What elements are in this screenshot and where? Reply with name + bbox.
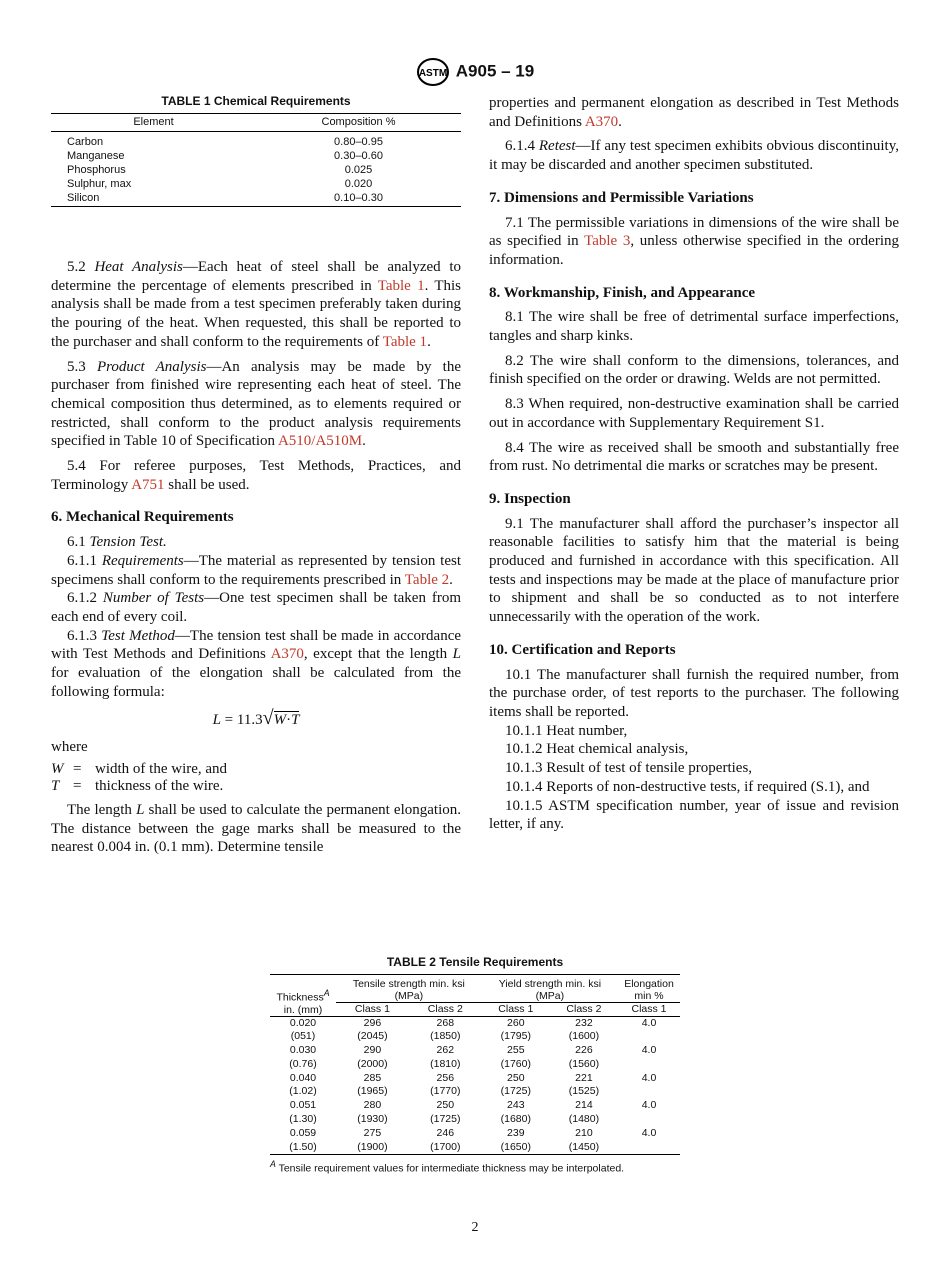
table2-link[interactable]: Table 2 [404,571,450,588]
table-cell: Phosphorus [67,164,126,176]
section-10-heading: 10. Certification and Reports [489,641,676,658]
paragraph-10-1: 10.1 The manufacturer shall furnish the required number, from the purchase order, of test reports to the purchaser. The following items shall be reported. [489,666,899,720]
paragraph-6-1-2: 6.1.2 Number of Tests—One test specimen shall be taken from each end of every coil. [51,590,462,625]
table1-caption: TABLE 1 Chemical Requirements [161,94,351,108]
paragraph-8-2: 8.2 The wire shall conform to the dimensions, tolerances, and finish specified on the order or drawing. Welds are not permitted. [489,352,899,388]
table-cell: 0.80–0.95 [334,136,383,148]
table-cell: 0.10–0.30 [256,191,461,207]
table1 [51,94,461,207]
table-row: (051) (2045) (1850) (1795) (1600) [290,1030,600,1043]
table-row: (1.30) (1930) (1725) (1680) (1480) [289,1113,600,1126]
table3-link[interactable]: Table 3 [584,233,631,250]
item-10-1-3: 10.1.3 Result of test of tensile properties, [505,760,753,777]
paragraph-8-1: 8.1 The wire shall be free of detrimental surface imperfections, tangles and sharp kinks. [489,309,899,345]
table-cell: Manganese [67,150,125,162]
paragraph-6-1-1: 6.1.1 Requirements—The material as represented by tension test specimens shall conform to the requirements prescribed in Table 2. [51,552,462,588]
page-number: 2 [471,1220,479,1235]
table2 [270,955,680,1175]
table-cell: Carbon [67,136,104,148]
table2-footnote: $^A$ Tensile requirement values for intermediate thickness may be interpolated. [270,1159,625,1175]
table2-header-thickness: Thickness$^A$ in. (mm) [270,975,336,1017]
paragraph-length: The length L shall be used to calculate the permanent elongation. The distance between the gage marks shall be measured to the nearest 0.004 in. (0.1 mm). Determine tensile [51,801,461,856]
left-column [51,258,461,857]
a751-link[interactable]: A751 [131,476,165,493]
table-cell: 0.020 [344,178,373,190]
table-row: 0.040 285 256 250 221 4.0 [289,1071,657,1084]
paragraph-7-1: 7.1 The permissible variations in dimensions of the wire shall be as specified in Table 3, unless otherwise specified in the ordering information. [489,214,899,268]
table-cell: 0.30–0.60 [334,150,383,162]
paragraph-8-3: 8.3 When required, non-destructive examination shall be carried out in accordance with Supplementary Requirement S1. [489,396,899,431]
table2-header-tensile: Tensile strength min. ksi (MPa) [336,975,482,1003]
designation: A905 – 19 [455,61,535,81]
paragraph-5-3: 5.3 Product Analysis—An analysis may be made by the purchaser from finished wire representing each heat of steel. The chemical composition thus determined, as to elements required or restricted, shall conform to the product analysis requirements specified in Table 10 of Specification A510/A510M. [51,358,462,450]
paragraph-9-1: 9.1 The manufacturer shall afford the purchaser’s inspector all reasonable facilities to satisfy him that the material is being produced and furnished in accordance with this specification. All tests and inspections may be made at the place of manufacture prior to shipment and shall be so conducted as to not interfere unnecessarily with the operation of the work. [489,515,899,626]
right-column [489,94,899,834]
table2-subheader: Class 1 [618,1003,680,1017]
elongation-formula: L = 11.3√W·T [212,707,300,730]
table2-header-elongation: Elongation min % [618,975,680,1003]
paragraph-6-1-3: 6.1.3 Test Method—The tension test shall be made in accordance with Test Methods and Definitions A370, except that the length L for evaluation of the elongation shall be calculated from the following formula: [51,627,462,700]
table2-grid [270,974,680,1155]
a370-link[interactable]: A370 [584,113,619,130]
a510-link[interactable]: A510/A510M [277,433,363,450]
where-label: where [51,739,88,756]
page-header [0,57,950,87]
table2-header-yield: Yield strength min. ksi (MPa) [482,975,618,1003]
section-6-heading: 6. Mechanical Requirements [51,509,234,526]
table1-header-element: Element [51,114,256,132]
paragraph-5-4: 5.4 For referee purposes, Test Methods, Practices, and Terminology A751 shall be used. [51,458,461,493]
astm-logo-icon [416,57,450,87]
item-10-1-5: 10.1.5 ASTM specification number, year of issue and revision letter, if any. [489,797,899,833]
item-10-1-1: 10.1.1 Heat number, [505,722,628,739]
variable-definitions: W = width of the wire, and T = thickness of the wire. [51,760,228,794]
table1-link[interactable]: Table 1 [377,277,425,294]
paragraph-5-2: 5.2 Heat Analysis—Each heat of steel shall be analyzed to determine the percentage of elements prescribed in Table 1. This analysis shall be made from a test specimen preferably taken during the pouring of the heat. When requested, this shall be reported to the purchaser and shall conform to the requirements of Table 1. [51,259,462,350]
table2-subheader: Class 2 [409,1003,482,1017]
table-row: (1.02) (1965) (1770) (1725) (1525) [289,1085,600,1098]
paragraph-6-1-4: 6.1.4 Retest—If any test specimen exhibits obvious discontinuity, it may be discarded and another specimen substituted. [489,138,900,174]
table-row: 0.059 275 246 239 210 4.0 [289,1126,657,1139]
paragraph-continued: properties and permanent elongation as described in Test Methods and Definitions A370. [489,95,899,130]
item-10-1-2: 10.1.2 Heat chemical analysis, [505,741,689,758]
table-row: (1.50) (1900) (1700) (1650) (1450) [270,1141,680,1155]
table2-caption: TABLE 2 Tensile Requirements [386,955,564,969]
table-cell: Silicon [51,191,256,207]
table-row: 0.020 296 268 260 232 4.0 [289,1016,657,1029]
table-cell: Sulphur, max [67,178,132,190]
paragraph-6-1: 6.1 Tension Test. [67,534,167,551]
table1-link[interactable]: Table 1 [382,333,428,350]
item-10-1-4: 10.1.4 Reports of non-destructive tests, if required (S.1), and [505,778,870,795]
table1-header-composition: Composition % [256,114,461,132]
section-7-heading: 7. Dimensions and Permissible Variations [489,189,754,206]
paragraph-8-4: 8.4 The wire as received shall be smooth and substantially free from rust. No detrimental die marks or scratches may be present. [489,439,899,475]
a370-link[interactable]: A370 [270,646,304,663]
table-row: 0.051 280 250 243 214 4.0 [289,1099,657,1112]
table-row: 0.030 290 262 255 226 4.0 [289,1044,657,1057]
section-9-heading: 9. Inspection [489,490,571,507]
table2-subheader: Class 2 [550,1003,618,1017]
logo-text: ASTM [418,68,447,79]
table-cell: 0.025 [344,164,373,176]
section-8-heading: 8. Workmanship, Finish, and Appearance [489,284,756,301]
table2-subheader: Class 1 [336,1003,409,1017]
table-row: (0.76) (2000) (1810) (1760) (1560) [289,1057,600,1070]
table2-subheader: Class 1 [482,1003,550,1017]
table1-grid [51,113,461,207]
